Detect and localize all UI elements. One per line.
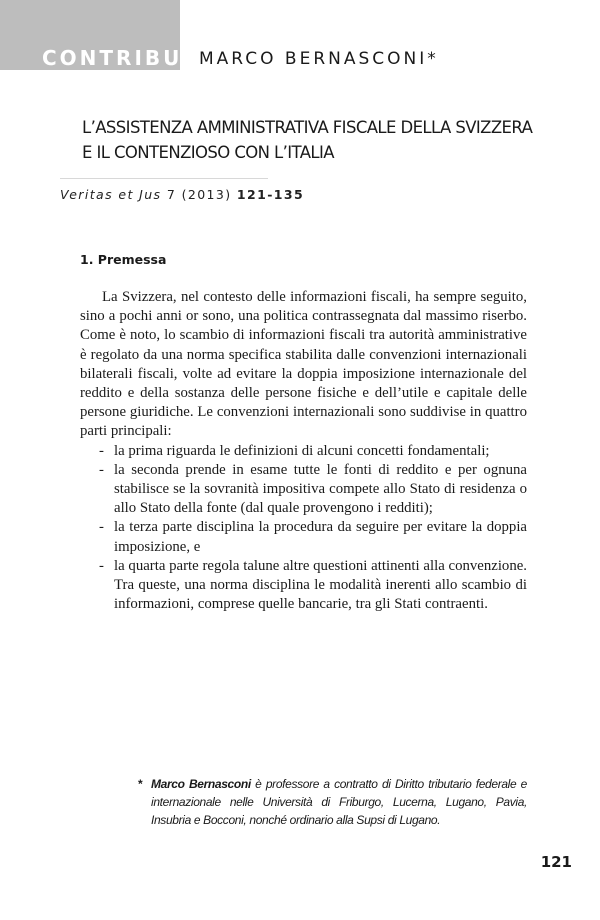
page-range: 121-135 <box>236 187 305 202</box>
title-divider <box>60 178 268 179</box>
article-title-line-2: E IL CONTENZIOSO CON L’ITALIA <box>82 143 334 162</box>
list-item <box>80 518 527 556</box>
list-item-text: la prima riguarda le definizioni di alcuni concetti fondamentali; <box>114 442 490 459</box>
list-dash: - <box>99 442 104 459</box>
list-dash: - <box>99 519 104 536</box>
page-number: 121 <box>540 853 572 871</box>
convention-parts-list <box>80 442 527 615</box>
body-text <box>80 288 527 614</box>
footnote-mark: * <box>138 777 143 791</box>
list-item-text: la terza parte disciplina la procedura da seguire per evitare la doppia imposizione, e <box>114 519 527 555</box>
author-footnote <box>138 775 527 829</box>
list-item <box>80 461 527 519</box>
footnote-body <box>138 775 527 829</box>
journal-citation <box>60 186 304 204</box>
list-item <box>80 442 527 461</box>
journal-issue: 7 (2013) <box>166 187 232 202</box>
footnote-author-name: Marco Bernasconi <box>151 777 251 791</box>
journal-name: Veritas et Jus <box>60 187 162 202</box>
list-dash: - <box>99 461 104 478</box>
article-title <box>82 115 552 165</box>
list-item-text: la seconda prende in esame tutte le fonti di reddito e per ognuna stabilisce se la sovranità impositiva compete allo Stato di residenza o allo Stato della fonte (dal quale provengono i redditi); <box>114 461 527 517</box>
section-label: CONTRIBUTI <box>42 46 210 70</box>
author-heading: MARCO BERNASCONI* <box>199 49 439 69</box>
list-item-text: la quarta parte regola talune altre questioni attinenti alla convenzione. Tra queste, una norma disciplina le modalità inerenti allo scambio di informazioni, comprese quelle bancarie, tra gli Stati contraenti. <box>114 557 527 613</box>
list-dash: - <box>99 557 104 574</box>
footnote-text: è professore a contratto di Diritto tributario federale e internazionale nelle Università di Friburgo, Lucerna, Lugano, Pavia, Insubria e Bocconi, nonché ordinario alla Supsi di Lugano. <box>151 777 527 827</box>
section-heading: 1. Premessa <box>80 252 167 267</box>
list-item <box>80 557 527 615</box>
body-paragraph: La Svizzera, nel contesto delle informazioni fiscali, ha sempre seguito, sino a pochi anni or sono, una politica contrassegnata dal massimo riserbo. Come è noto, lo scambio di informazioni fiscali tra autorità amministrative è regolato da una norma specifica stabilita dalle convenzioni internazionali bilaterali fiscali, volte ad evitare la doppia imposizione internazionale del reddito e della sostanza delle persone fisiche e dell’utile e capitale delle persone giuridiche. Le convenzioni internazionali sono suddivise in quattro parti principali: <box>80 289 527 440</box>
article-title-line-1: L’ASSISTENZA AMMINISTRATIVA FISCALE DELLA SVIZZERA <box>82 118 533 137</box>
